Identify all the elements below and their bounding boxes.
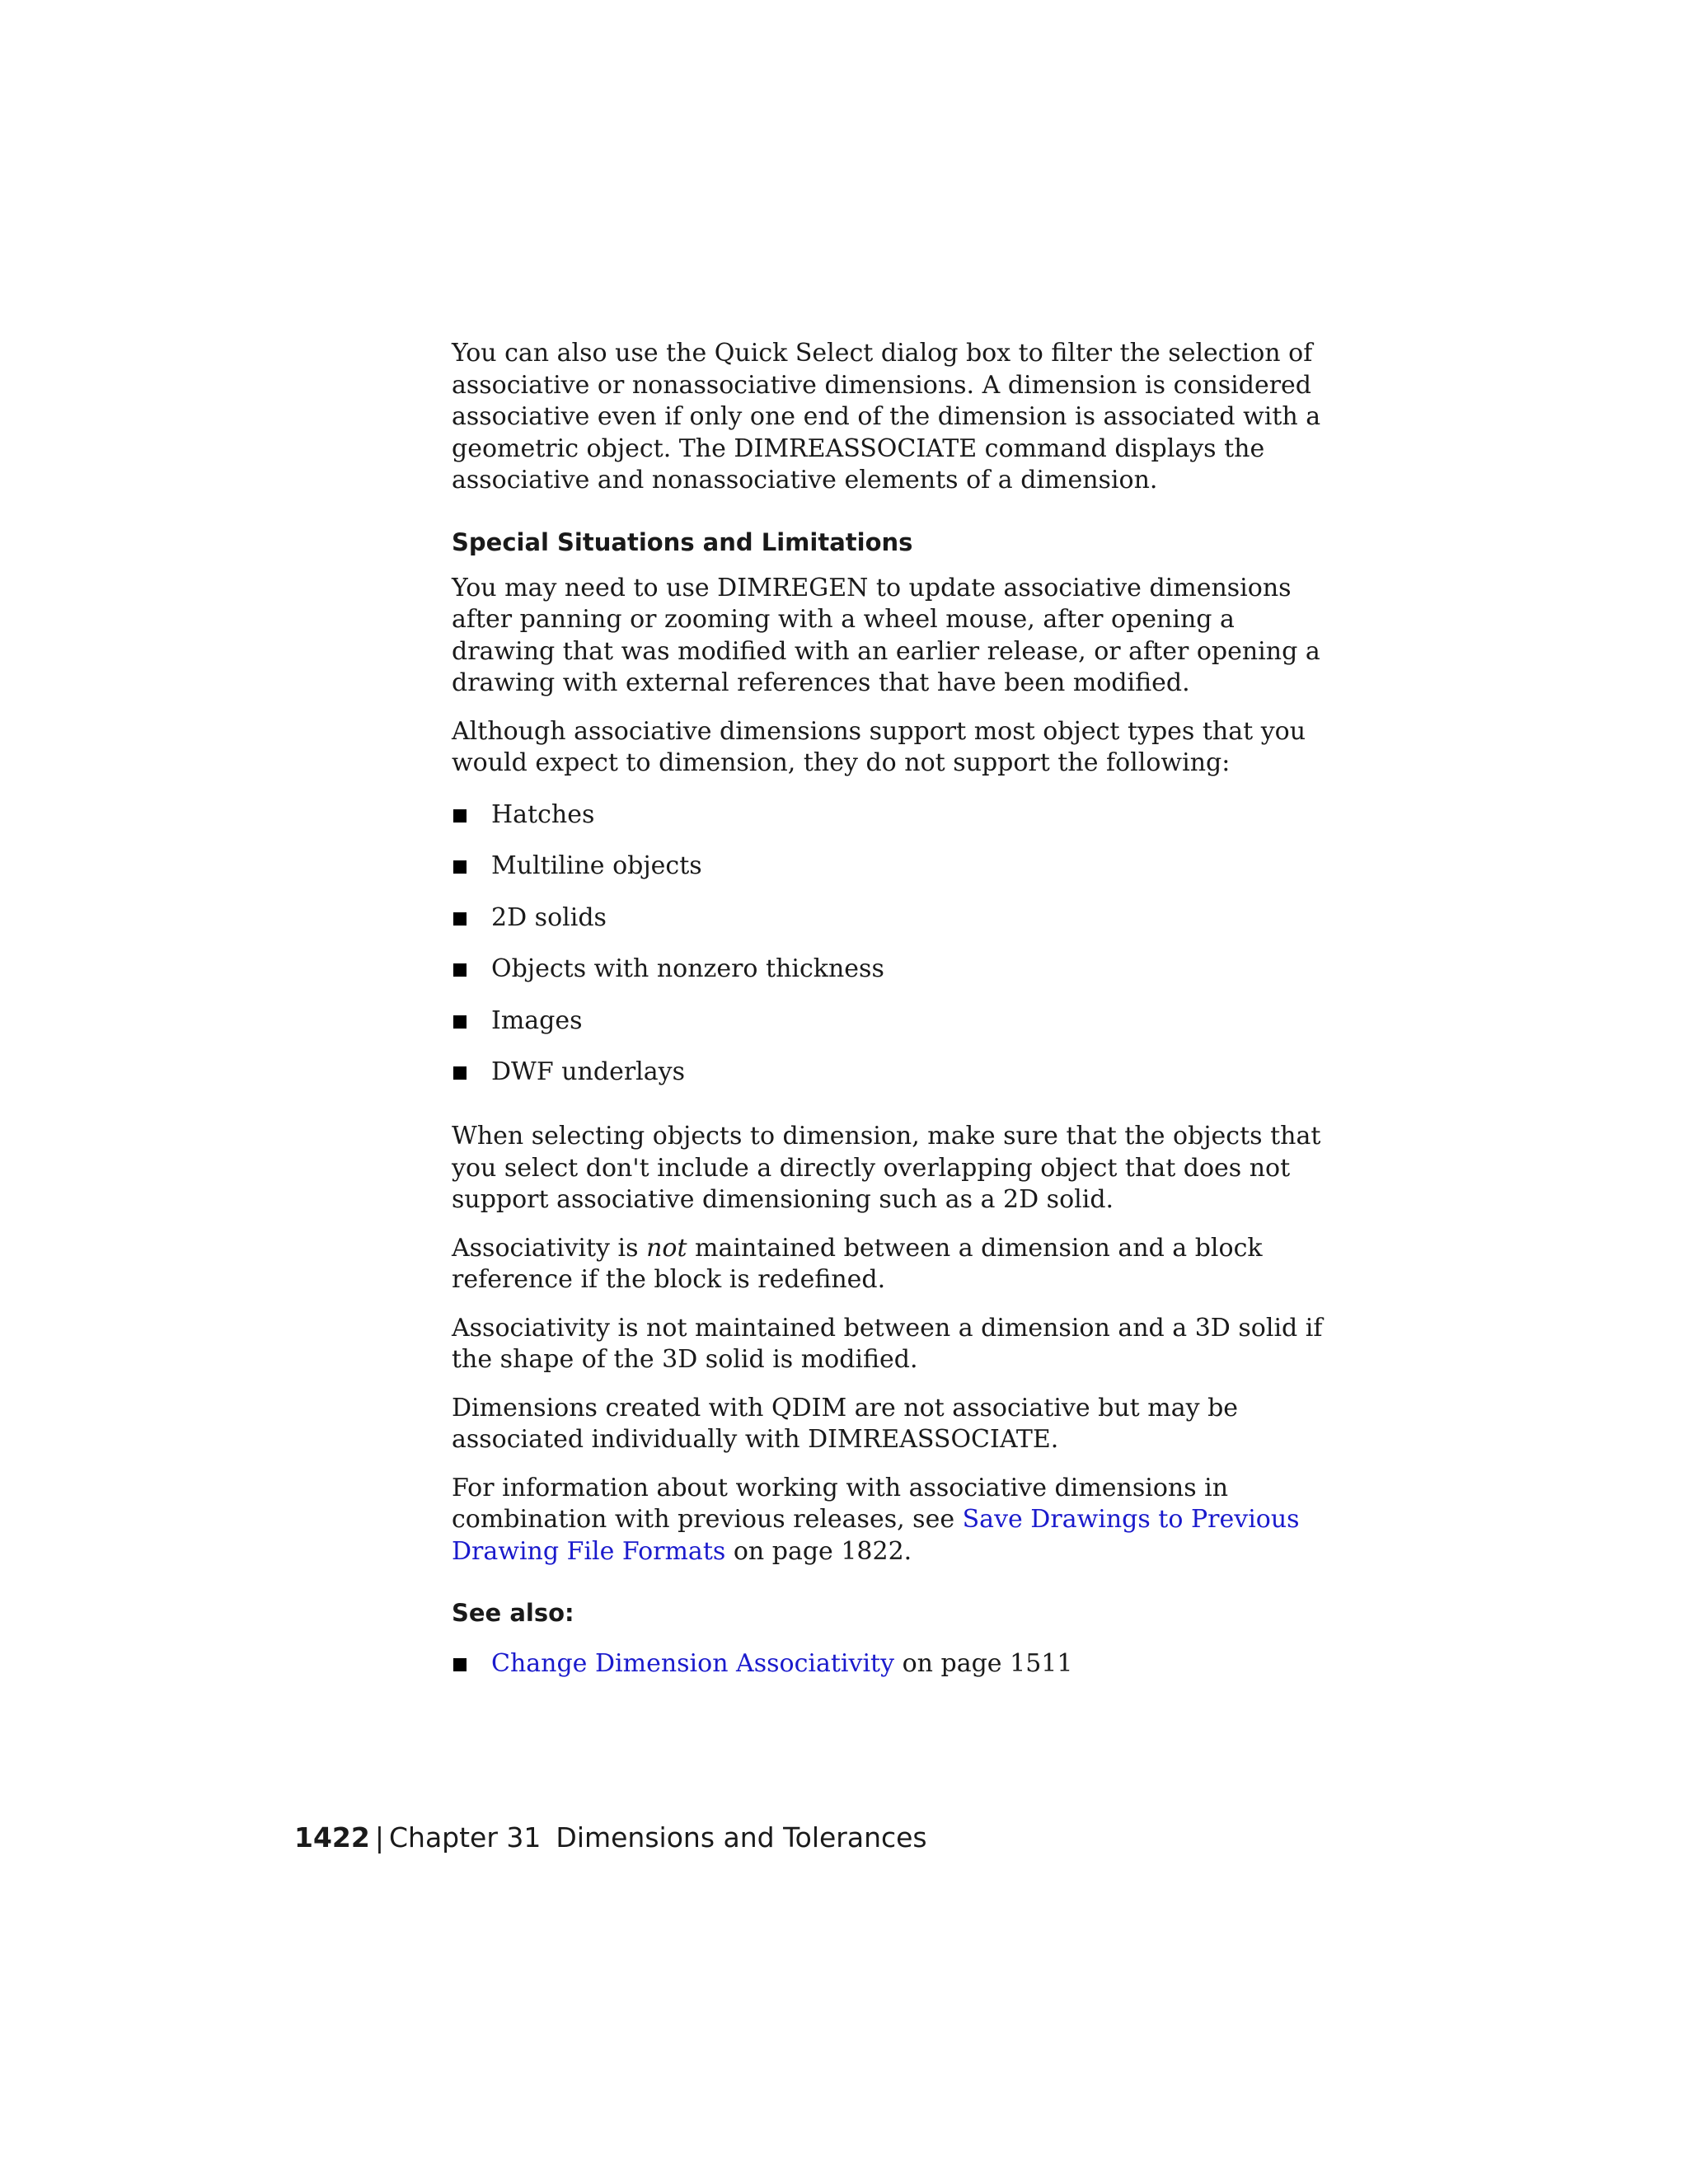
square-bullet-icon: [453, 912, 467, 926]
intro-paragraph: You can also use the Quick Select dialog box to filter the selection of associative or nonassociative dimensions. A dimension is considered associative even if only one end of the dimension is associated with a geometric object. The DIMREASSOCIATE command displays the associative and nonassociative elements of a dimension.: [452, 339, 1321, 494]
list-item-label: Hatches: [491, 799, 595, 829]
qdim-paragraph: Dimensions created with QDIM are not associative but may be associated individually with DIMREASSOCIATE.: [452, 1393, 1239, 1454]
see-also-list: [452, 1648, 1342, 1680]
square-bullet-icon: [453, 1658, 467, 1671]
list-item-label: Objects with nonzero thickness: [491, 954, 884, 983]
block-emphasis: not: [646, 1233, 687, 1263]
previous-releases-paragraph: [452, 1473, 1342, 1568]
change-dimension-associativity-link[interactable]: Change Dimension Associativity: [491, 1649, 895, 1678]
page-number: 1422: [294, 1821, 370, 1854]
unsupported-list: [452, 799, 1342, 1089]
page-footer: [294, 1821, 927, 1854]
see-also-page-ref: on page 1511: [894, 1649, 1073, 1678]
square-bullet-icon: [453, 809, 467, 823]
list-item-label: DWF underlays: [491, 1057, 686, 1086]
list-item-label: Multiline objects: [491, 851, 702, 880]
list-item: [452, 799, 1342, 831]
although-paragraph: Although associative dimensions support most object types that you would expect to dimension, they do not support the following:: [452, 716, 1306, 777]
list-item-label: Images: [491, 1005, 583, 1035]
list-item: [452, 954, 1342, 985]
square-bullet-icon: [453, 860, 467, 874]
block-text-after: maintained between a dimension and a block reference if the block is redefined.: [452, 1233, 1263, 1294]
previous-text-before: For information about working with associative dimensions in combination with previous releases, see: [452, 1473, 1229, 1534]
list-item: [452, 851, 1342, 882]
section-heading: Special Situations and Limitations: [452, 527, 913, 556]
list-item-label: 2D solids: [491, 902, 607, 932]
dimregen-paragraph: You may need to use DIMREGEN to update associative dimensions after panning or zooming with a wheel mouse, after opening a drawing that was modified with an earlier release, or after opening a drawing with external references that have been modified.: [452, 573, 1320, 697]
block-text-before: Associativity is: [452, 1233, 647, 1263]
footer-separator: |: [374, 1821, 384, 1854]
square-bullet-icon: [453, 963, 467, 977]
selecting-paragraph: When selecting objects to dimension, make sure that the objects that you select don't include a directly overlapping object that does not support associative dimensioning such as a 2D solid.: [452, 1122, 1321, 1214]
list-item: [452, 1648, 1342, 1680]
page-content: [452, 338, 1342, 1680]
save-drawings-link[interactable]: Save Drawings to Previous Drawing File Formats: [452, 1505, 1300, 1566]
see-also-heading: See also:: [452, 1599, 574, 1627]
chapter-label: Chapter 31: [388, 1821, 542, 1854]
square-bullet-icon: [453, 1015, 467, 1029]
list-item: [452, 1005, 1342, 1037]
square-bullet-icon: [453, 1066, 467, 1080]
block-paragraph: [452, 1233, 1342, 1296]
3dsolid-paragraph: Associativity is not maintained between a dimension and a 3D solid if the shape of the 3D solid is modified.: [452, 1313, 1323, 1374]
previous-text-after: on page 1822.: [725, 1536, 912, 1566]
list-item: [452, 902, 1342, 934]
chapter-title: Dimensions and Tolerances: [556, 1821, 927, 1854]
list-item: [452, 1057, 1342, 1088]
